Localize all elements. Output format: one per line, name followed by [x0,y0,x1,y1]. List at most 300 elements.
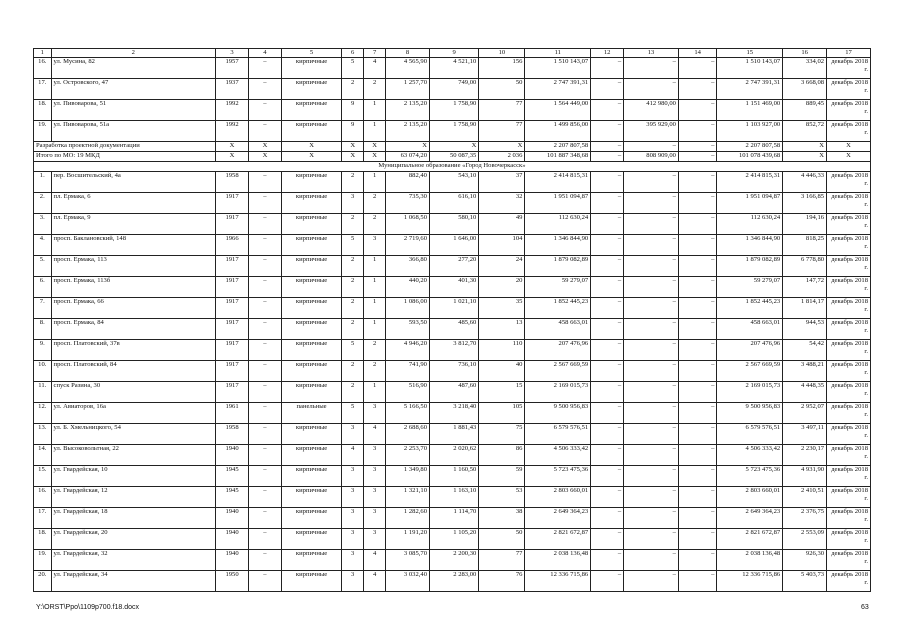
table-cell: – [249,529,282,550]
table-row [34,121,871,142]
table-cell: 2. [34,193,52,214]
table-cell: 1. [34,172,52,193]
table-cell: 2 [342,214,364,235]
table-cell: декабрь 2018 г. [827,256,871,277]
address-cell: ул. Мусина, 82 [51,58,216,79]
table-cell: 2 [342,382,364,403]
table-cell: 101 078 439,68 [717,152,783,162]
table-cell: X [281,152,341,162]
table-cell: кирпичные [281,445,341,466]
table-cell: – [249,571,282,592]
column-number-cell: 13 [624,49,679,58]
table-cell: кирпичные [281,100,341,121]
table-cell: 4 [342,445,364,466]
table-cell: 156 [479,58,525,79]
table-cell: 1937 [216,79,249,100]
table-cell: декабрь 2018 г. [827,529,871,550]
table-cell: кирпичные [281,214,341,235]
table-cell: 13 [479,319,525,340]
table-cell: 736,10 [429,361,478,382]
table-cell: 1 191,20 [386,529,430,550]
table-cell: 1 160,50 [429,466,478,487]
table-cell: – [591,403,624,424]
total-row [34,152,871,162]
table-row [34,361,871,382]
table-cell: – [678,235,716,256]
table-cell: X [342,152,364,162]
table-cell: 1 758,90 [429,100,478,121]
table-cell: кирпичные [281,571,341,592]
table-cell: 1 [364,277,386,298]
design-docs-row-label: Разработка проектной документации [34,142,216,152]
table-cell: 401,30 [429,277,478,298]
table-cell: 1917 [216,256,249,277]
table-cell: 1917 [216,193,249,214]
table-cell: X [827,142,871,152]
table-cell: декабрь 2018 г. [827,172,871,193]
table-cell: 6 579 576,51 [717,424,783,445]
table-cell: – [249,361,282,382]
table-cell: 2 [364,193,386,214]
table-cell: – [591,424,624,445]
table-cell: 1 951 094,87 [717,193,783,214]
table-cell: 2 253,70 [386,445,430,466]
table-cell: 4 [364,571,386,592]
table-cell: – [678,382,716,403]
table-cell: – [624,256,679,277]
address-cell: ул. Пивоварова, 51 [51,100,216,121]
table-cell: кирпичные [281,361,341,382]
table-cell: 3 [364,529,386,550]
table-cell: декабрь 2018 г. [827,121,871,142]
table-row [34,508,871,529]
table-row [34,466,871,487]
section-header-row [34,162,871,172]
table-cell: 2 410,51 [783,487,827,508]
table-cell: 4 [364,58,386,79]
address-cell: просп. Ермака, 84 [51,319,216,340]
table-cell: 49 [479,214,525,235]
table-cell: 77 [479,550,525,571]
table-cell: декабрь 2018 г. [827,79,871,100]
table-cell: кирпичные [281,256,341,277]
table-cell: 15. [34,466,52,487]
table-cell: 37 [479,172,525,193]
table-cell: 104 [479,235,525,256]
table-cell: – [249,172,282,193]
table-cell: 1 510 143,07 [717,58,783,79]
address-cell: ул. Гвардейская, 32 [51,550,216,571]
table-cell: – [624,298,679,319]
table-cell: 889,45 [783,100,827,121]
table-row [34,550,871,571]
table-cell: – [624,382,679,403]
column-number-cell: 15 [717,49,783,58]
table-cell: 4 448,35 [783,382,827,403]
table-cell: 1917 [216,214,249,235]
column-number-cell: 2 [51,49,216,58]
table-cell: 1940 [216,550,249,571]
table-cell: X [364,152,386,162]
table-cell: декабрь 2018 г. [827,100,871,121]
table-cell: 2 688,60 [386,424,430,445]
table-cell: 1 321,10 [386,487,430,508]
table-cell: 40 [479,361,525,382]
address-cell: спуск Разина, 30 [51,382,216,403]
table-row [34,193,871,214]
table-cell: кирпичные [281,235,341,256]
table-cell: 19. [34,121,52,142]
column-number-cell: 5 [281,49,341,58]
table-cell: 1 349,80 [386,466,430,487]
table-cell: 3 [342,487,364,508]
table-cell: 3 812,70 [429,340,478,361]
table-cell: 194,16 [783,214,827,235]
page-number: 63 [861,604,869,611]
table-cell: 882,40 [386,172,430,193]
footer-file-path: Y:\ORST\Ppo\1109p700.f18.docx [36,604,139,611]
table-cell: – [249,403,282,424]
table-cell: кирпичные [281,550,341,571]
table-cell: 1 021,10 [429,298,478,319]
table-cell: – [249,445,282,466]
table-cell: 1 282,60 [386,508,430,529]
table-cell: 38 [479,508,525,529]
table-cell: 1 881,43 [429,424,478,445]
table-cell: 1 105,20 [429,529,478,550]
table-cell: 5 [342,235,364,256]
table-cell: 3 218,40 [429,403,478,424]
table-cell: X [429,142,478,152]
table-cell: 1 346 844,90 [525,235,591,256]
table-cell: 6 778,80 [783,256,827,277]
table-row [34,277,871,298]
table-cell: 440,20 [386,277,430,298]
table-cell: 3 032,40 [386,571,430,592]
table-cell: 4. [34,235,52,256]
table-row [34,340,871,361]
table-cell: кирпичные [281,172,341,193]
table-cell: кирпичные [281,58,341,79]
table-row [34,58,871,79]
address-cell: пер. Восшительский, 4а [51,172,216,193]
table-cell: 735,30 [386,193,430,214]
table-cell: декабрь 2018 г. [827,445,871,466]
table-cell: 1917 [216,361,249,382]
table-cell: 2 [364,214,386,235]
table-cell: X [216,142,249,152]
table-cell: – [249,382,282,403]
table-cell: – [591,193,624,214]
table-cell: 741,90 [386,361,430,382]
table-cell: – [624,487,679,508]
table-cell: 1 646,00 [429,235,478,256]
table-cell: X [342,142,364,152]
table-cell: – [678,79,716,100]
table-cell: – [249,298,282,319]
address-cell: ул. Гвардейская, 20 [51,529,216,550]
table-cell: 3 [342,466,364,487]
address-cell: ул. Авиаторов, 16а [51,403,216,424]
table-cell: 20 [479,277,525,298]
table-cell: 1958 [216,424,249,445]
table-cell: – [678,100,716,121]
table-cell: 110 [479,340,525,361]
table-cell: 4 [364,424,386,445]
table-cell: 487,60 [429,382,478,403]
table-cell: – [591,340,624,361]
table-cell: 1958 [216,172,249,193]
table-cell: кирпичные [281,508,341,529]
table-cell: X [281,142,341,152]
table-cell: – [624,403,679,424]
table-cell: 5 403,73 [783,571,827,592]
table-cell: 485,60 [429,319,478,340]
table-cell: X [386,142,430,152]
table-cell: 8. [34,319,52,340]
address-cell: просп. Баклановский, 148 [51,235,216,256]
table-cell: 54,42 [783,340,827,361]
table-cell: 50 [479,79,525,100]
table-cell: 1945 [216,466,249,487]
repair-schedule-table [33,48,871,592]
table-cell: 4 565,90 [386,58,430,79]
table-cell: 1940 [216,508,249,529]
table-cell: 1 [364,382,386,403]
table-cell: – [591,121,624,142]
table-cell: – [624,424,679,445]
table-cell: – [249,508,282,529]
table-cell: декабрь 2018 г. [827,550,871,571]
table-cell: 9 [342,100,364,121]
table-cell: X [783,152,827,162]
table-cell: – [678,142,716,152]
table-cell: 3 497,11 [783,424,827,445]
table-cell: – [591,172,624,193]
table-cell: – [678,152,716,162]
table-cell: 17. [34,508,52,529]
table-cell: 2 283,00 [429,571,478,592]
table-cell: 5 [342,340,364,361]
table-cell: – [678,403,716,424]
table-cell: декабрь 2018 г. [827,487,871,508]
table-cell: кирпичные [281,277,341,298]
table-cell: 1 879 082,89 [717,256,783,277]
address-cell: просп. Платовский, 37в [51,340,216,361]
table-cell: кирпичные [281,121,341,142]
address-cell: просп. Ермака, 113б [51,277,216,298]
column-number-cell: 7 [364,49,386,58]
table-cell: – [249,121,282,142]
table-cell: 2 821 672,87 [717,529,783,550]
table-cell: 9 500 956,83 [525,403,591,424]
column-number-cell: 10 [479,49,525,58]
table-cell: 4 931,90 [783,466,827,487]
table-cell: 13. [34,424,52,445]
table-cell: – [591,508,624,529]
table-cell: 1957 [216,58,249,79]
table-cell: кирпичные [281,340,341,361]
table-cell: 3 [342,508,364,529]
table-cell: кирпичные [281,319,341,340]
table-cell: декабрь 2018 г. [827,340,871,361]
table-cell: 1917 [216,340,249,361]
table-cell: 2 207 807,58 [525,142,591,152]
table-cell: – [591,58,624,79]
address-cell: просп. Ермака, 113 [51,256,216,277]
table-cell: 3 668,08 [783,79,827,100]
table-cell: кирпичные [281,466,341,487]
address-cell: ул. Гвардейская, 10 [51,466,216,487]
table-cell: 9 [342,121,364,142]
table-cell: 277,20 [429,256,478,277]
table-cell: 1 [364,319,386,340]
table-cell: 2 567 669,59 [525,361,591,382]
table-cell: 1940 [216,445,249,466]
table-cell: 16. [34,58,52,79]
table-cell: декабрь 2018 г. [827,361,871,382]
table-cell: – [591,361,624,382]
table-body [34,49,871,592]
table-cell: – [678,424,716,445]
table-cell: X [783,142,827,152]
table-cell: – [249,79,282,100]
table-cell: 2 414 815,31 [525,172,591,193]
table-cell: 2 747 391,31 [525,79,591,100]
table-cell: 1 [364,172,386,193]
table-cell: 1 510 143,07 [525,58,591,79]
table-cell: 19. [34,550,52,571]
table-cell: – [678,487,716,508]
table-cell: 50 087,35 [429,152,478,162]
table-cell: 3 488,21 [783,361,827,382]
table-cell: – [591,277,624,298]
table-cell: 5. [34,256,52,277]
table-cell: – [591,235,624,256]
table-cell: 16. [34,487,52,508]
table-cell: – [624,79,679,100]
table-cell: 2 [364,79,386,100]
table-cell: 15 [479,382,525,403]
table-cell: 112 630,24 [717,214,783,235]
table-cell: 18. [34,100,52,121]
table-cell: 1 758,90 [429,121,478,142]
table-cell: – [249,256,282,277]
table-row [34,529,871,550]
address-cell: ул. Островского, 47 [51,79,216,100]
table-cell: 2 952,07 [783,403,827,424]
table-cell: 53 [479,487,525,508]
table-cell: X [479,142,525,152]
table-cell: 2 169 015,73 [717,382,783,403]
column-number-cell: 11 [525,49,591,58]
table-cell: – [624,172,679,193]
table-cell: 1 163,10 [429,487,478,508]
table-cell: X [364,142,386,152]
table-cell: 50 [479,529,525,550]
table-cell: 2 803 660,01 [525,487,591,508]
table-cell: 1945 [216,487,249,508]
table-cell: 3 [342,424,364,445]
table-cell: декабрь 2018 г. [827,466,871,487]
address-cell: пл. Ермака, 9 [51,214,216,235]
table-cell: 3 [342,571,364,592]
table-cell: 4 446,33 [783,172,827,193]
table-cell: – [678,529,716,550]
table-row [34,403,871,424]
table-cell: – [678,172,716,193]
table-cell: – [591,298,624,319]
column-number-cell: 17 [827,49,871,58]
table-cell: 3 [364,466,386,487]
table-cell: 2 [342,319,364,340]
table-cell: – [591,466,624,487]
table-cell: – [678,466,716,487]
table-cell: 543,10 [429,172,478,193]
table-cell: 3 [364,235,386,256]
table-cell: 5 723 475,36 [525,466,591,487]
table-cell: 4 506 333,42 [525,445,591,466]
table-row [34,571,871,592]
address-cell: ул. Гвардейская, 18 [51,508,216,529]
table-cell: 2 821 672,87 [525,529,591,550]
table-cell: 5 166,50 [386,403,430,424]
table-cell: кирпичные [281,298,341,319]
table-cell: 3 [364,508,386,529]
table-cell: – [624,361,679,382]
table-cell: – [249,487,282,508]
table-cell: – [591,550,624,571]
table-cell: 1 346 844,90 [717,235,783,256]
table-cell: 5 [342,403,364,424]
table-cell: кирпичные [281,79,341,100]
table-cell: 105 [479,403,525,424]
table-cell: 1 [364,298,386,319]
table-cell: X [827,152,871,162]
table-cell: 1940 [216,529,249,550]
table-cell: 1950 [216,571,249,592]
table-cell: 12. [34,403,52,424]
table-cell: – [591,487,624,508]
table-cell: – [678,508,716,529]
table-cell: 2 719,60 [386,235,430,256]
table-cell: 86 [479,445,525,466]
table-cell: 2 649 364,23 [717,508,783,529]
table-cell: 3. [34,214,52,235]
column-number-cell: 14 [678,49,716,58]
table-cell: 2 414 815,31 [717,172,783,193]
table-cell: 1 852 445,23 [717,298,783,319]
table-cell: – [249,550,282,571]
table-cell: 2 038 136,48 [525,550,591,571]
address-cell: ул. Б. Хмельницкого, 54 [51,424,216,445]
design-docs-row [34,142,871,152]
address-cell: пл. Ермака, 6 [51,193,216,214]
table-cell: – [591,319,624,340]
table-cell: 412 980,00 [624,100,679,121]
table-cell: 14. [34,445,52,466]
table-cell: 59 [479,466,525,487]
table-cell: декабрь 2018 г. [827,298,871,319]
table-cell: кирпичные [281,193,341,214]
total-row-label: Итого по МО: 19 МКД [34,152,216,162]
table-cell: X [216,152,249,162]
table-cell: 59 279,07 [525,277,591,298]
table-cell: 3 [342,193,364,214]
table-cell: 2 169 015,73 [525,382,591,403]
table-cell: – [249,466,282,487]
column-number-cell: 9 [429,49,478,58]
